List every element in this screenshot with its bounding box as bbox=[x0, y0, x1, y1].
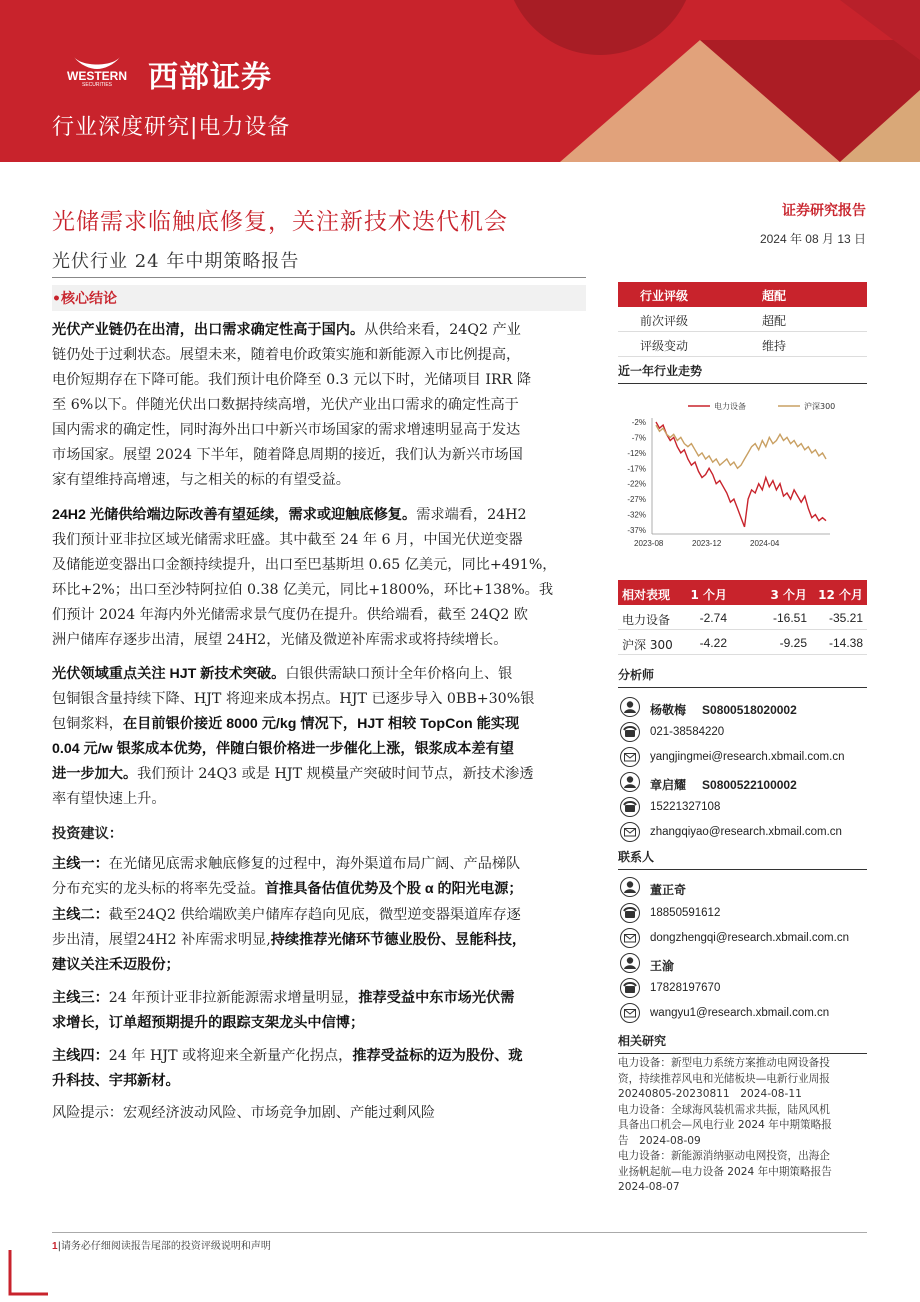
analyst-phone-row bbox=[618, 797, 867, 819]
bold-text: 主线二： bbox=[52, 907, 109, 923]
invest-line-4 bbox=[52, 1044, 586, 1094]
body-text: 我们预计亚非拉区域光储需求旺盛。其中截至 24 年 6 月，中国光伏逆变器 bbox=[52, 532, 523, 548]
body-text: 电价短期存在下降可能。我们预计电价降至 0.3 元以下时，光储项目 IRR 降 bbox=[52, 372, 532, 388]
y-tick-label: -27% bbox=[627, 495, 646, 505]
logo-en-text: WESTERN bbox=[67, 69, 127, 83]
core-paragraph-1 bbox=[52, 318, 586, 493]
y-tick-label: -32% bbox=[627, 510, 646, 520]
header-banner bbox=[0, 0, 920, 162]
y-tick-label: -17% bbox=[627, 464, 646, 474]
body-text: 至 6%以下。伴随光伏出口数据持续高增，光伏产业出口需求的确定性高于 bbox=[52, 397, 519, 413]
bold-text: 持续推荐光储环节德业股份、昱能科技， bbox=[270, 932, 527, 948]
x-tick-label: 2023-08 bbox=[634, 539, 664, 548]
related-item-line[interactable]: 业扬帆起航—电力设备 2024 年中期策略报告 bbox=[618, 1165, 832, 1178]
paragraph-line bbox=[52, 903, 586, 928]
logo-cn: 西部证券 bbox=[148, 60, 272, 95]
body-text: 截至24Q2 供给端欧美户储库存趋向见底，微型逆变器渠道库存逐 bbox=[108, 907, 521, 923]
bold-text: 0.04 元/w 银浆成本优势，伴随白银价格进一步催化上涨，银浆成本差有望 bbox=[52, 741, 514, 757]
performance-header: 3 个月 bbox=[770, 588, 807, 602]
paragraph-line bbox=[52, 343, 586, 368]
contact-heading: 联系人 bbox=[618, 848, 867, 870]
report-category: 行业深度研究|电力设备 bbox=[52, 115, 291, 140]
paragraph-line bbox=[52, 712, 586, 737]
body-text: 洲户储库存逐步出清，展望 24H2，光储及微逆补库需求或将持续增长。 bbox=[52, 632, 508, 648]
bold-text: 24H2 光储供给端边际改善有望延续，需求或迎触底修复。 bbox=[52, 507, 417, 523]
title-divider bbox=[52, 277, 586, 278]
body-text: 国内需求的确定性，同时海外出口中新兴市场国家的需求增速明显高于发达 bbox=[52, 422, 521, 438]
paragraph-line bbox=[52, 1069, 586, 1094]
body-text: 链仍处于过剩状态。展望未来，随着电价政策实施和新能源入市比例提高， bbox=[52, 347, 521, 363]
person-icon bbox=[620, 772, 640, 792]
logo-en-sub: SECURITIES bbox=[81, 82, 113, 87]
performance-header: 12 个月 bbox=[818, 588, 863, 602]
bold-text: 首推具备估值优势及个股 α 的阳光电源； bbox=[264, 881, 523, 897]
trend-heading: 近一年行业走势 bbox=[618, 362, 867, 384]
paragraph-line bbox=[52, 852, 586, 877]
body-text: 市场国家。展望 2024 下半年，随着降息周期的接近，我们认为新兴市场国 bbox=[52, 447, 523, 463]
paragraph-line bbox=[52, 662, 586, 687]
bold-text: 主线一： bbox=[52, 856, 109, 872]
contact-phone: 18850591612 bbox=[650, 907, 721, 919]
paragraph-line bbox=[52, 503, 586, 528]
related-item-line[interactable]: 电力设备：新能源消纳驱动电网投资，出海企 bbox=[618, 1150, 830, 1162]
contact-name-row bbox=[618, 953, 867, 975]
analyst-name: 章启耀 bbox=[650, 778, 687, 792]
body-text: 我们预计 24Q3 或是 HJT 规模量产突破时间节点，新技术渗透 bbox=[137, 766, 534, 782]
paragraph-line bbox=[52, 877, 586, 902]
body-text: 从供给来看，24Q2 产业 bbox=[364, 322, 521, 338]
contact-name: 王渝 bbox=[650, 959, 675, 973]
report-type: 证券研究报告 bbox=[782, 203, 866, 219]
performance-row bbox=[618, 630, 867, 655]
rating-label: 评级变动 bbox=[640, 339, 689, 353]
y-tick-label: -37% bbox=[627, 526, 646, 535]
paragraph-line bbox=[52, 528, 586, 553]
analyst-name: 杨敬梅 bbox=[650, 703, 687, 717]
paragraph-line bbox=[52, 787, 586, 812]
contact-phone-row bbox=[618, 903, 867, 925]
analyst-phone-row bbox=[618, 722, 867, 744]
rating-row bbox=[618, 332, 867, 357]
paragraph-line bbox=[52, 603, 586, 628]
y-tick-label: -12% bbox=[627, 448, 646, 458]
contact-email-row bbox=[618, 1003, 867, 1025]
related-item-line[interactable]: 具备出口机会—风电行业 2024 年中期策略报 bbox=[618, 1119, 832, 1131]
rating-row bbox=[618, 282, 867, 307]
invest-heading: 投资建议： bbox=[52, 826, 123, 842]
performance-3m: -16.51 bbox=[772, 611, 807, 625]
body-text: 24 年预计亚非拉新能源需求增量明显， bbox=[108, 990, 359, 1006]
report-date: 2024 年 08 月 13 日 bbox=[759, 232, 866, 246]
bold-text: 光伏领域重点关注 HJT 新技术突破。 bbox=[52, 666, 286, 682]
bold-text: 进一步加大。 bbox=[52, 766, 138, 782]
performance-name: 沪深 300 bbox=[622, 638, 673, 652]
paragraph-line bbox=[52, 628, 586, 653]
related-item-line[interactable]: 2024-08-07 bbox=[618, 1181, 680, 1193]
related-item-line[interactable]: 资，持续推荐风电和光储板块—电新行业周报 bbox=[618, 1072, 830, 1085]
core-heading: •核心结论 bbox=[52, 291, 117, 307]
paragraph-line bbox=[52, 737, 586, 762]
person-icon bbox=[620, 953, 640, 973]
corner-mark-icon bbox=[8, 1250, 48, 1296]
analyst-email[interactable]: zhangqiyao@research.xbmail.com.cn bbox=[650, 826, 842, 838]
risk-warning: 风险提示：宏观经济波动风险、市场竞争加剧、产能过剩风险 bbox=[52, 1105, 436, 1121]
related-item-line[interactable]: 告 2024-08-09 bbox=[618, 1134, 701, 1147]
related-list bbox=[618, 1056, 867, 1196]
footer-divider bbox=[52, 1232, 867, 1233]
invest-line-3 bbox=[52, 986, 586, 1036]
paragraph-line bbox=[52, 468, 586, 493]
body-text: 率有望快速上升。 bbox=[52, 791, 166, 807]
bold-text: 主线三： bbox=[52, 990, 109, 1006]
western-logo-icon bbox=[52, 53, 142, 87]
analyst-email-row bbox=[618, 822, 867, 844]
trend-chart-svg bbox=[618, 392, 867, 552]
invest-line-2 bbox=[52, 903, 586, 978]
phone-icon bbox=[620, 978, 640, 998]
rating-value: 超配 bbox=[762, 314, 787, 328]
rating-row bbox=[618, 307, 867, 332]
y-tick-label: -22% bbox=[627, 479, 646, 489]
body-text: 步出清，展望24H2 补库需求明显, bbox=[52, 932, 271, 948]
rating-label: 行业评级 bbox=[640, 289, 689, 303]
invest-line-1 bbox=[52, 852, 586, 902]
related-item-line[interactable]: 电力设备：全球海风装机需求共振，陆风风机 bbox=[618, 1103, 830, 1116]
analyst-heading: 分析师 bbox=[618, 666, 867, 688]
performance-header: 1 个月 bbox=[690, 588, 727, 602]
paragraph-line bbox=[52, 578, 586, 603]
paragraph-line bbox=[52, 318, 586, 343]
legend-label: 电力设备 bbox=[714, 402, 746, 411]
trend-chart bbox=[618, 392, 867, 552]
paragraph-line bbox=[52, 986, 586, 1011]
body-text: 包铜银含量持续下降、HJT 将迎来成本拐点。HJT 已逐步导入 0BB+30%银 bbox=[52, 691, 535, 707]
rating-value: 超配 bbox=[762, 289, 787, 303]
person-icon bbox=[620, 697, 640, 717]
email-icon bbox=[620, 822, 640, 842]
core-heading-bar bbox=[52, 285, 586, 311]
paragraph-line bbox=[52, 368, 586, 393]
paragraph-line bbox=[52, 443, 586, 468]
email-icon bbox=[620, 928, 640, 948]
performance-header-row bbox=[618, 580, 867, 605]
performance-table bbox=[618, 580, 867, 655]
page-number: 1 bbox=[52, 1241, 58, 1252]
performance-3m: -9.25 bbox=[779, 636, 807, 650]
footer-disclaimer: 请务必仔细阅读报告尾部的投资评级说明和声明 bbox=[60, 1241, 271, 1252]
phone-icon bbox=[620, 722, 640, 742]
paragraph-line bbox=[52, 1011, 586, 1036]
analyst-phone: 021-38584220 bbox=[650, 726, 725, 738]
analyst-cert: S0800522100002 bbox=[702, 778, 797, 792]
related-item-line[interactable]: 电力设备：新型电力系统方案推动电网设备投 bbox=[618, 1057, 830, 1069]
performance-row bbox=[618, 605, 867, 630]
person-icon bbox=[620, 877, 640, 897]
performance-name: 电力设备 bbox=[622, 613, 671, 627]
performance-1m: -4.22 bbox=[699, 636, 727, 650]
paragraph-line bbox=[52, 762, 586, 787]
bold-text: 主线四： bbox=[52, 1048, 109, 1064]
body-text: 环比+2%；出口至沙特阿拉伯 0.38 亿美元，同比+1800%，环比+138%。我 bbox=[52, 582, 554, 598]
analyst-phone: 15221327108 bbox=[650, 801, 721, 813]
page-title: 光储需求临触底修复，关注新技术迭代机会 bbox=[52, 209, 508, 235]
bold-text: 推荐受益标的迈为股份、珑 bbox=[352, 1048, 523, 1064]
core-paragraph-2 bbox=[52, 503, 586, 653]
performance-header: 相对表现 bbox=[622, 588, 671, 602]
paragraph-line bbox=[52, 1044, 586, 1069]
analyst-cert: S0800518020002 bbox=[702, 703, 797, 717]
body-text: 白银供需缺口预计全年价格向上、银 bbox=[285, 666, 513, 682]
bold-text: 在目前银价接近 8000 元/kg 情况下，HJT 相较 TopCon 能实现 bbox=[122, 716, 520, 732]
phone-icon bbox=[620, 797, 640, 817]
contact-email-row bbox=[618, 928, 867, 950]
performance-1m: -2.74 bbox=[699, 611, 727, 625]
rating-value: 维持 bbox=[762, 339, 787, 353]
email-icon bbox=[620, 1003, 640, 1023]
related-item-line[interactable]: 20240805-20230811 2024-08-11 bbox=[618, 1088, 802, 1100]
paragraph-line bbox=[52, 553, 586, 578]
analyst-email[interactable]: yangjingmei@research.xbmail.com.cn bbox=[650, 751, 845, 763]
body-text: 及储能逆变器出口金额持续提升，出口至巴基斯坦 0.65 亿美元，同比+491%， bbox=[52, 557, 557, 573]
body-text: 需求端看，24H2 bbox=[416, 507, 527, 523]
rating-label: 前次评级 bbox=[640, 314, 689, 328]
analyst-name-row bbox=[618, 697, 867, 719]
footer: 1|请务必仔细阅读报告尾部的投资评级说明和声明 bbox=[52, 1241, 271, 1252]
bold-text: 推荐受益中东市场光伏需 bbox=[358, 990, 515, 1006]
analyst-email-row bbox=[618, 747, 867, 769]
core-paragraph-3 bbox=[52, 662, 586, 812]
performance-12m: -35.21 bbox=[828, 611, 863, 625]
body-text: 在光储见底需求触底修复的过程中，海外渠道布局广阔、产品梯队 bbox=[108, 856, 521, 872]
body-text: 家有望维持高增速，与之相关的标的有望受益。 bbox=[52, 472, 350, 488]
rating-table bbox=[618, 282, 867, 357]
paragraph-line bbox=[52, 928, 586, 953]
bold-text: 建议关注禾迈股份； bbox=[52, 957, 180, 973]
paragraph-line bbox=[52, 418, 586, 443]
paragraph-line bbox=[52, 687, 586, 712]
body-text: 包铜浆料， bbox=[52, 716, 123, 732]
body-text: 们预计 2024 年海内外光储需求景气度仍在提升。供给端看，截至 24Q2 欧 bbox=[52, 607, 528, 623]
body-text: 24 年 HJT 或将迎来全新量产化拐点， bbox=[108, 1048, 353, 1064]
contact-name: 董正奇 bbox=[650, 883, 687, 897]
email-icon bbox=[620, 747, 640, 767]
bold-text: 求增长，订单超预期提升的跟踪支架龙头中信博； bbox=[52, 1015, 365, 1031]
paragraph-line bbox=[52, 393, 586, 418]
bold-text: 升科技、宇邦新材。 bbox=[52, 1073, 180, 1089]
contact-email[interactable]: wangyu1@research.xbmail.com.cn bbox=[650, 1007, 830, 1019]
page-subtitle: 光伏行业 24 年中期策略报告 bbox=[52, 251, 300, 272]
x-tick-label: 2023-12 bbox=[692, 539, 722, 548]
y-tick-label: -7% bbox=[631, 433, 646, 443]
contact-email[interactable]: dongzhengqi@research.xbmail.com.cn bbox=[650, 932, 849, 944]
legend-label: 沪深300 bbox=[804, 402, 836, 411]
bold-text: 光伏产业链仍在出清，出口需求确定性高于国内。 bbox=[52, 322, 365, 338]
paragraph-line bbox=[52, 953, 586, 978]
analyst-name-row bbox=[618, 772, 867, 794]
series-line-csi300 bbox=[656, 425, 826, 468]
x-tick-label: 2024-04 bbox=[750, 539, 780, 548]
contact-phone-row bbox=[618, 978, 867, 1000]
performance-12m: -14.38 bbox=[828, 636, 863, 650]
phone-icon bbox=[620, 903, 640, 923]
contact-phone: 17828197670 bbox=[650, 982, 721, 994]
contact-name-row bbox=[618, 877, 867, 899]
related-heading: 相关研究 bbox=[618, 1032, 867, 1054]
y-tick-label: -2% bbox=[631, 418, 646, 427]
body-text: 分布充实的龙头标的将率先受益。 bbox=[52, 881, 265, 897]
